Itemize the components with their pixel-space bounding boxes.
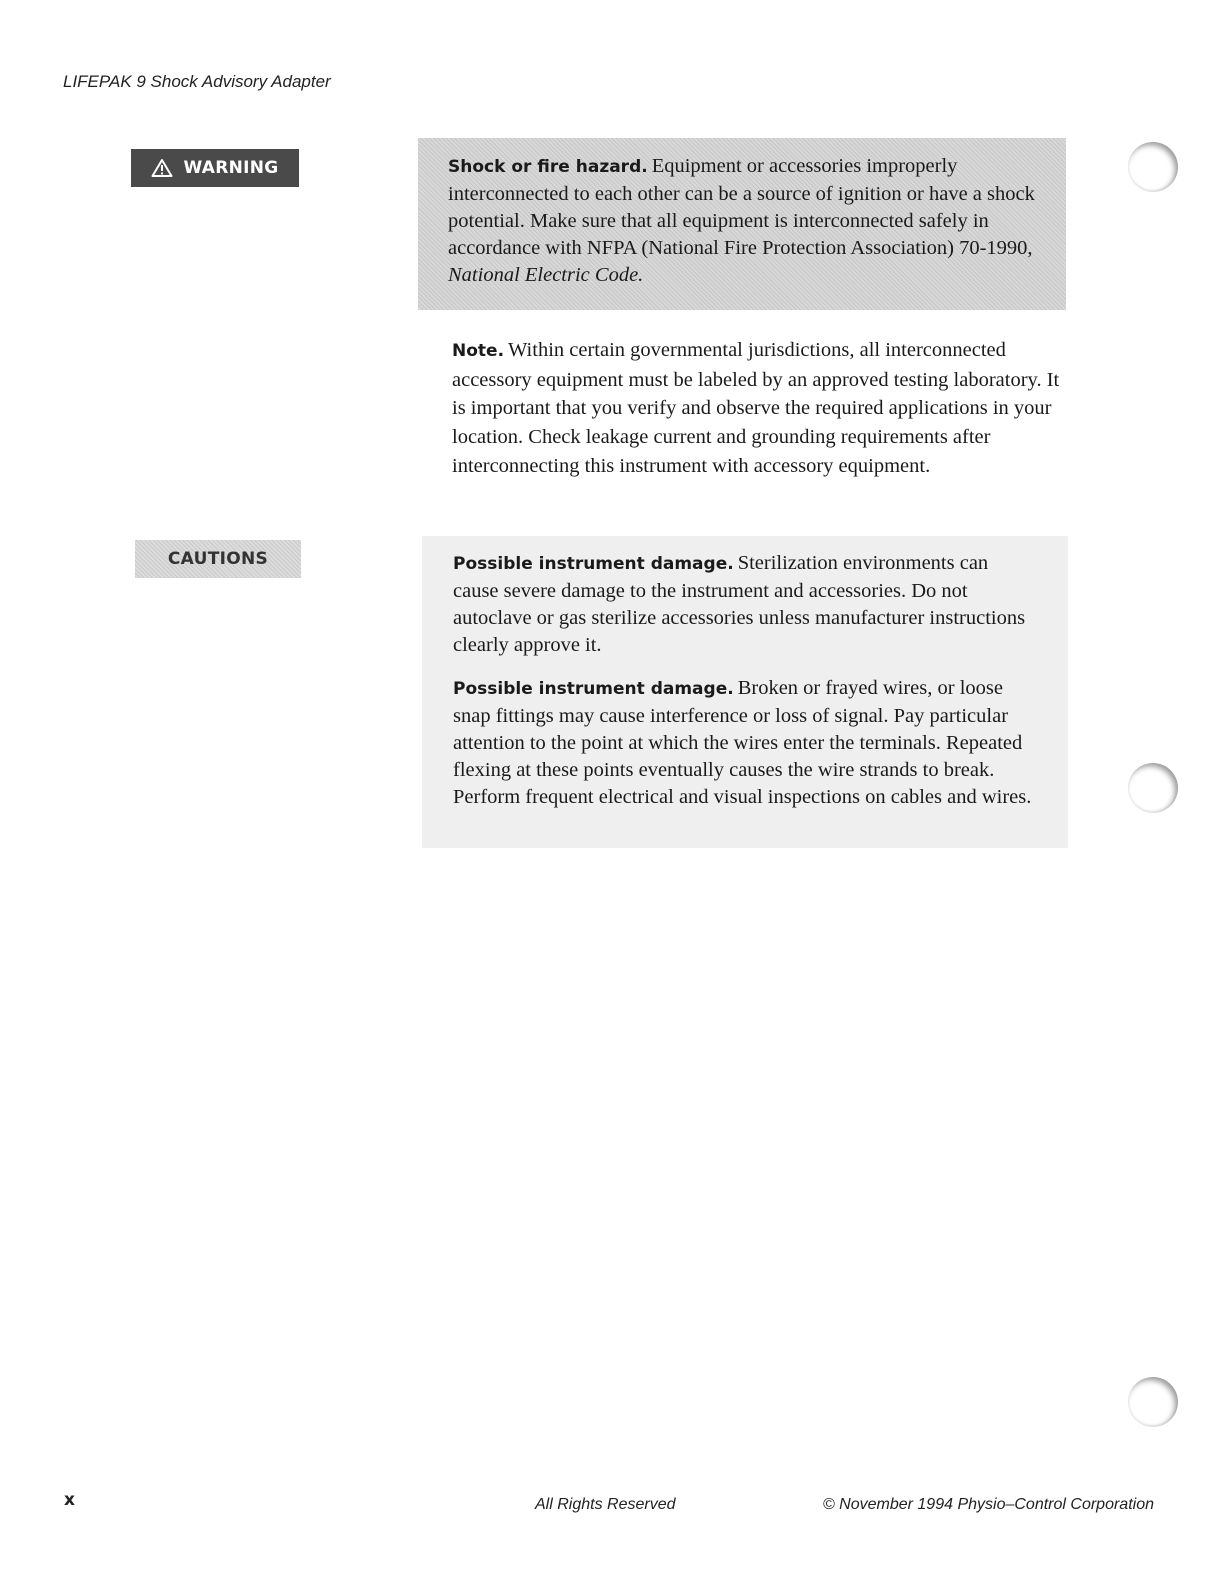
caution-lead: Possible instrument damage.	[453, 679, 734, 699]
cautions-label: CAUTIONS	[135, 540, 301, 578]
caution-text: Broken or frayed wires, or loose snap fittings may cause interference or loss of signal. Pay particular attention to the point at which the wires enter the terminals. Repeated flexing at these points eventually causes the wire strands to break. Perform frequent electrical and visual inspections on cables and wires.	[453, 677, 1032, 808]
cautions-box	[422, 536, 1068, 848]
warning-label-text: WARNING	[183, 158, 279, 178]
warning-text: Equipment or accessories improperly interconnected to each other can be a source of ignition or have a shock potential. Make sure that all equipment is interconnected safely in accordance with NFPA (National Fire Protection Association) 70-1990,	[448, 155, 1035, 259]
warning-paragraph	[448, 153, 1036, 289]
caution-paragraph	[453, 550, 1038, 659]
warning-lead: Shock or fire hazard.	[448, 157, 648, 177]
note-lead: Note.	[452, 341, 505, 361]
warning-triangle-icon	[151, 158, 173, 178]
footer-rights: All Rights Reserved	[535, 1496, 676, 1513]
caution-text: Sterilization environments can cause severe damage to the instrument and accessories. Do not autoclave or gas sterilize accessories unless manufacturer instructions clearly approve it.	[453, 552, 1026, 656]
note-text: Within certain governmental jurisdictions, all interconnected accessory equipment must be labeled by an approved testing laboratory. It is important that you verify and observe the required applications in your location. Check leakage current and grounding requirements after interconnecting this instrument with accessory equipment.	[452, 339, 1060, 477]
binder-hole	[1128, 763, 1178, 813]
warning-citation: National Electric Code.	[448, 264, 644, 286]
footer-copyright: © November 1994 Physio–Control Corporation	[822, 1496, 1154, 1513]
running-head: LIFEPAK 9 Shock Advisory Adapter	[63, 72, 331, 91]
note-paragraph	[452, 336, 1062, 481]
warning-box	[418, 138, 1066, 310]
binder-hole	[1128, 142, 1178, 192]
binder-hole	[1128, 1377, 1178, 1427]
caution-paragraph	[453, 675, 1038, 811]
warning-label	[131, 149, 299, 187]
caution-lead: Possible instrument damage.	[453, 554, 734, 574]
page-number: x	[64, 1490, 75, 1510]
